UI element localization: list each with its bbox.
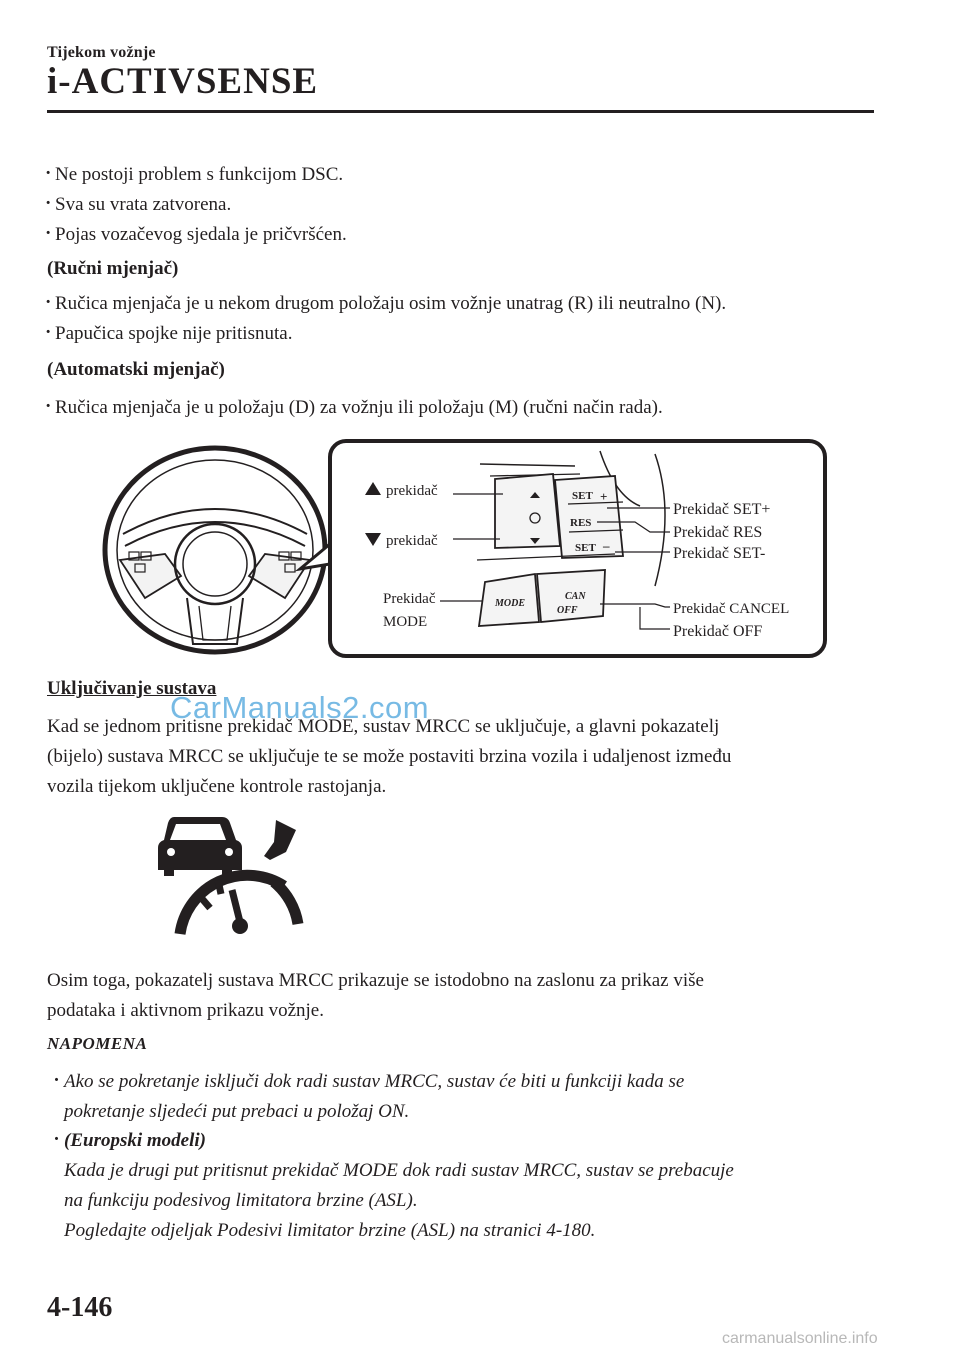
display-line: Osim toga, pokazatelj sustava MRCC prikazuje se istodobno na zaslonu za prikaz više xyxy=(47,970,704,991)
activation-line: Kad se jednom pritisne prekidač MODE, sustav MRCC se uključuje, a glavni pokazatelj xyxy=(47,716,720,737)
down-switch-label: prekidač xyxy=(386,533,438,549)
off-switch-label: Prekidač OFF xyxy=(673,623,763,640)
header-rule xyxy=(47,110,874,113)
note-item2-line: Kada je drugi put pritisnut prekidač MODE dok radi sustav MRCC, sustav se prebacuje xyxy=(64,1160,734,1181)
note-item1-line: pokretanje sljedeći put prebaci u položaj ON. xyxy=(64,1101,410,1122)
mode-button-label: MODE xyxy=(495,598,526,609)
watermark: CarManuals2.com xyxy=(170,690,430,725)
page-number: 4-146 xyxy=(47,1292,113,1323)
res-switch-label: Prekidač RES xyxy=(673,524,763,541)
automatic-heading: (Automatski mjenjač) xyxy=(47,359,225,380)
condition-item: · Ne postoji problem s funkcijom DSC. xyxy=(55,160,343,190)
up-switch-label: prekidač xyxy=(386,483,438,499)
note-title: NAPOMENA xyxy=(47,1034,148,1053)
set-minus-switch-label: Prekidač SET- xyxy=(673,545,766,562)
set-button-label: SET xyxy=(572,490,593,502)
res-button-label: RES xyxy=(570,517,592,529)
set-plus-switch-label: Prekidač SET+ xyxy=(673,501,771,518)
display-line: podataka i aktivnom prikazu vožnje. xyxy=(47,1000,324,1021)
note-item2-line: Pogledajte odjeljak Podesivi limitator brzine (ASL) na stranici 4-180. xyxy=(64,1220,596,1241)
note-item1-line: · Ako se pokretanje isključi dok radi sustav MRCC, sustav će biti u funkciji kada se xyxy=(64,1067,684,1097)
manual-item: · Ručica mjenjača je u nekom drugom položaju osim vožnje unatrag (R) ili neutralno (N). xyxy=(55,289,726,319)
steering-wheel-illustration xyxy=(105,448,325,652)
minus-label: – xyxy=(603,538,610,553)
off-button-label: OFF xyxy=(557,605,578,616)
chapter-title: i-ACTIVSENSE xyxy=(47,61,319,102)
condition-item: · Pojas vozačevog sjedala je pričvršćen. xyxy=(55,220,347,250)
activation-heading: Uključivanje sustava xyxy=(47,678,217,699)
section-title: Tijekom vožnje xyxy=(47,44,156,61)
cancel-switch-label: Prekidač CANCEL xyxy=(673,601,790,617)
set-minus-button-label: SET xyxy=(575,542,596,554)
note-item2-heading: · (Europski modeli) xyxy=(64,1126,206,1156)
footer-watermark: carmanualsonline.info xyxy=(722,1330,878,1347)
manual-item: · Papučica spojke nije pritisnuta. xyxy=(55,319,292,349)
manual-heading: (Ručni mjenjač) xyxy=(47,258,179,279)
condition-item: · Sva su vrata zatvorena. xyxy=(55,190,231,220)
activation-line: vozila tijekom uključene kontrole rastojanja. xyxy=(47,776,387,797)
activation-line: (bijelo) sustava MRCC se uključuje te se može postaviti brzina vozila i udaljenost između xyxy=(47,746,732,767)
plus-label: + xyxy=(600,489,608,504)
note-item2-line: na funkciju podesivog limitatora brzine (ASL). xyxy=(64,1190,418,1211)
callout-pointer xyxy=(300,544,330,569)
mode-switch-label-2: MODE xyxy=(383,614,428,630)
can-button-label: CAN xyxy=(565,591,586,602)
mode-switch-label-1: Prekidač xyxy=(383,591,436,607)
automatic-item: · Ručica mjenjača je u položaju (D) za vožnju ili položaju (M) (ručni način rada). xyxy=(55,393,663,423)
steering-wheel-figure xyxy=(95,436,830,661)
mrcc-indicator-icon xyxy=(158,812,308,938)
